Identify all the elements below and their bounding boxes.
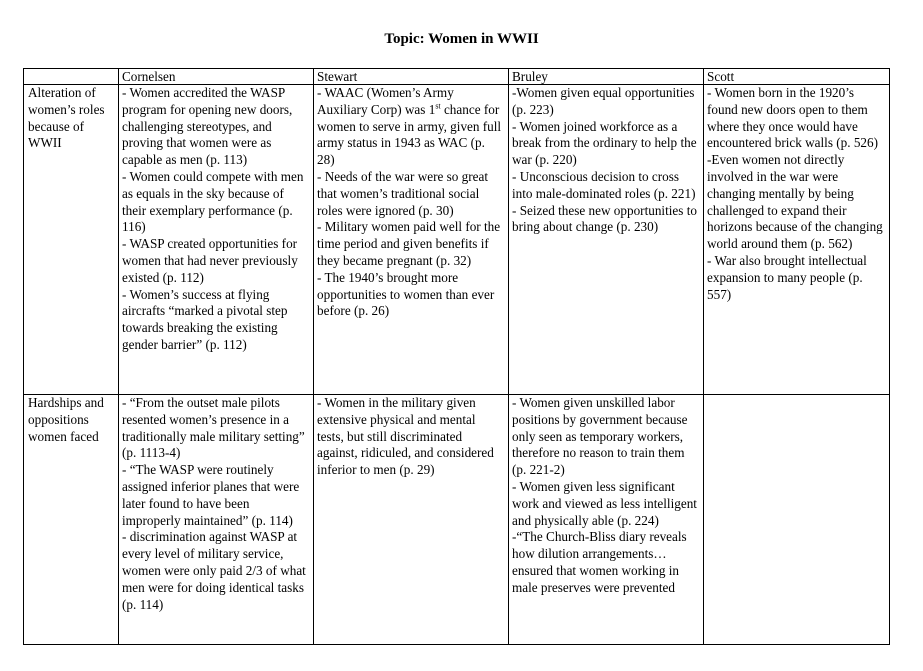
note-item: - WAAC (Women’s Army Auxiliary Corp) was 1st chance for women to serve in army, given full army status in 1943 as WAC (p. 28) bbox=[317, 85, 502, 168]
row-label: Hardships and oppositions women faced bbox=[24, 395, 119, 645]
cell-scott bbox=[704, 85, 890, 395]
note-item: - Women could compete with men as equals in the sky because of their exemplary performance (p. 116) bbox=[122, 168, 304, 235]
page-title: Topic: Women in WWII bbox=[384, 31, 539, 47]
cell-stewart bbox=[314, 395, 509, 645]
note-item: - Women given less significant work and viewed as less intelligent and physically able (p. 224) bbox=[512, 478, 697, 528]
note-item: -Even women not directly involved in the war were changing mentally by being challenged to expand their horizons because of the changing world around them (p. 562) bbox=[707, 152, 883, 252]
header-cell-cornelsen: Cornelsen bbox=[119, 69, 314, 85]
note-item: - WASP created opportunities for women that had never previously existed (p. 112) bbox=[122, 236, 298, 285]
note-item: - War also brought intellectual expansion to many people (p. 557) bbox=[707, 252, 867, 302]
note-item: - Women joined workforce as a break from the ordinary to help the war (p. 220) bbox=[512, 118, 697, 168]
table-row-alteration bbox=[24, 85, 890, 395]
note-item: - Women’s success at flying aircrafts “marked a pivotal step towards breaking the existing gender barrier” (p. 112) bbox=[122, 286, 288, 352]
note-item: - Women born in the 1920’s found new doors open to them where they once would have encountered brick walls (p. 526) bbox=[707, 85, 879, 151]
header-row bbox=[24, 69, 890, 85]
note-item: -“The Church-Bliss diary reveals how dilution arrangements…ensured that women working in male preserves were prevented bbox=[512, 529, 687, 595]
cell-bruley bbox=[509, 395, 704, 645]
notes-table bbox=[23, 68, 890, 645]
table-row-hardships bbox=[24, 395, 890, 645]
header-cell-bruley: Bruley bbox=[509, 69, 704, 85]
cell-bruley bbox=[509, 85, 704, 395]
note-item: - Women accredited the WASP program for opening new doors, challenging stereotypes, and proving that women were as capable as men (p. 113) bbox=[122, 85, 293, 168]
note-item: - discrimination against WASP at every level of military service, women were only paid 2/3 of what men were for doing identical tasks (p. 114) bbox=[122, 529, 306, 612]
note-item: - Needs of the war were so great that women’s traditional social roles were ignored (p. 30) bbox=[317, 168, 488, 218]
header-cell-scott: Scott bbox=[704, 69, 890, 85]
note-item: - Women in the military given extensive physical and mental tests, but still discriminated against, ridiculed, and considered inferior to men (p. 29) bbox=[317, 395, 494, 478]
note-item: -Women given equal opportunities (p. 223) bbox=[512, 85, 695, 117]
header-cell-empty bbox=[24, 69, 119, 85]
cell-cornelsen bbox=[119, 395, 314, 645]
cell-scott-empty bbox=[704, 395, 890, 645]
note-item: - Unconscious decision to cross into male-dominated roles (p. 221) bbox=[512, 168, 696, 201]
note-item: - Military women paid well for the time period and given benefits if they became pregnant (p. 32) bbox=[317, 219, 501, 268]
note-item: - “From the outset male pilots resented women’s presence in a traditionally male military setting” (p. 1113-4) bbox=[122, 395, 305, 461]
header-cell-stewart: Stewart bbox=[314, 69, 509, 85]
note-item: - Seized these new opportunities to bring about change (p. 230) bbox=[512, 202, 697, 235]
cell-cornelsen bbox=[119, 85, 314, 395]
note-item: - The 1940’s brought more opportunities to women than ever before (p. 26) bbox=[317, 269, 495, 319]
cell-stewart bbox=[314, 85, 509, 395]
row-label: Alteration of women’s roles because of WWII bbox=[24, 85, 119, 395]
note-item: - Women given unskilled labor positions by government because only seen as temporary workers, therefore no reason to train them (p. 221-2) bbox=[512, 395, 688, 478]
note-item: - “The WASP were routinely assigned inferior planes that were later found to have been improperly maintained” (p. 114) bbox=[122, 462, 300, 528]
